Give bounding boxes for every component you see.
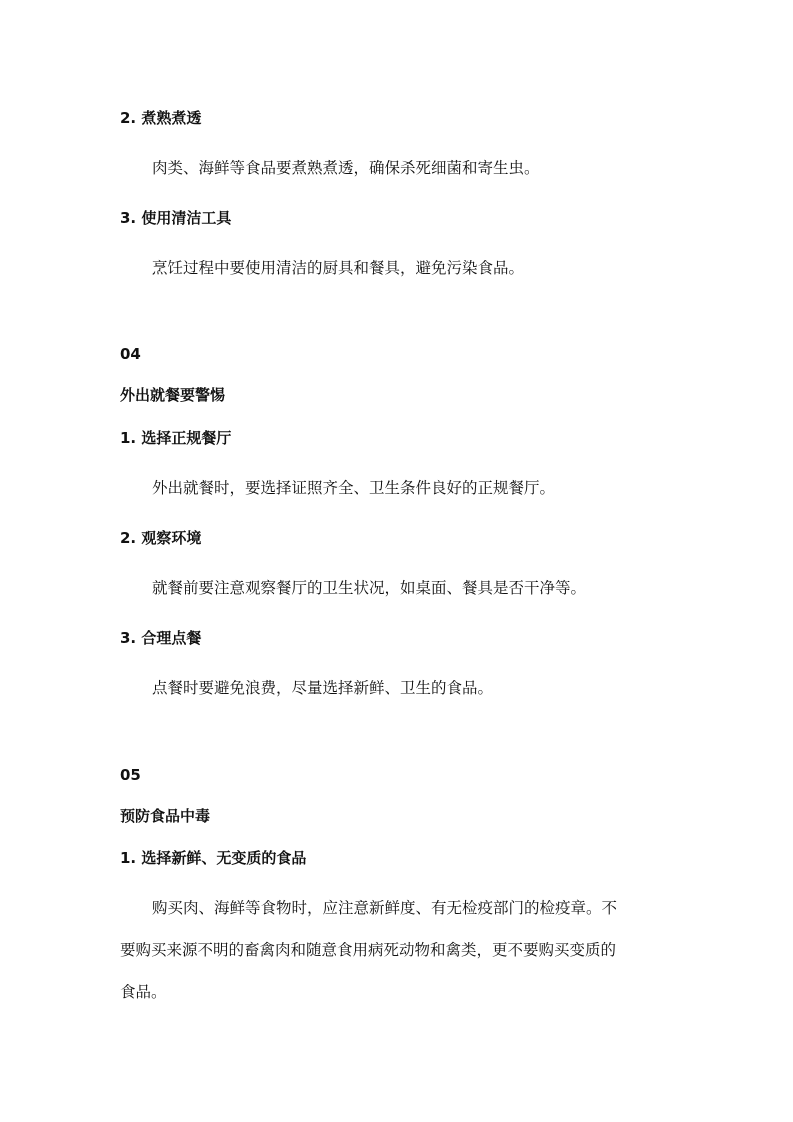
item-text: 点餐时要避免浪费，尽量选择新鲜、卫生的食品。 [152, 679, 494, 697]
item-text: 要购买来源不明的畜禽肉和随意食用病死动物和禽类，更不要购买变质的 [120, 941, 617, 959]
item-text: 就餐前要注意观察餐厅的卫生状况，如桌面、餐具是否干净等。 [152, 579, 587, 597]
item-text: 购买肉、海鲜等食物时，应注意新鲜度、有无检疫部门的检疫章。不 [152, 899, 618, 917]
item-text: 肉类、海鲜等食品要煮熟煮透，确保杀死细菌和寄生虫。 [152, 159, 540, 177]
section-number: 05 [120, 766, 141, 784]
section-heading: 预防食品中毒 [120, 807, 211, 825]
section-number: 04 [120, 345, 141, 363]
item-heading: 2. 观察环境 [120, 529, 202, 547]
item-heading: 3. 使用清洁工具 [120, 209, 232, 227]
section-heading: 外出就餐要警惕 [120, 386, 226, 404]
item-heading: 2. 煮熟煮透 [120, 109, 202, 127]
item-heading: 1. 选择正规餐厅 [120, 429, 232, 447]
item-text: 食品。 [120, 983, 167, 1001]
item-text: 烹饪过程中要使用清洁的厨具和餐具，避免污染食品。 [152, 259, 525, 277]
item-text: 外出就餐时，要选择证照齐全、卫生条件良好的正规餐厅。 [152, 479, 556, 497]
item-heading: 3. 合理点餐 [120, 629, 202, 647]
item-heading: 1. 选择新鲜、无变质的食品 [120, 849, 307, 867]
